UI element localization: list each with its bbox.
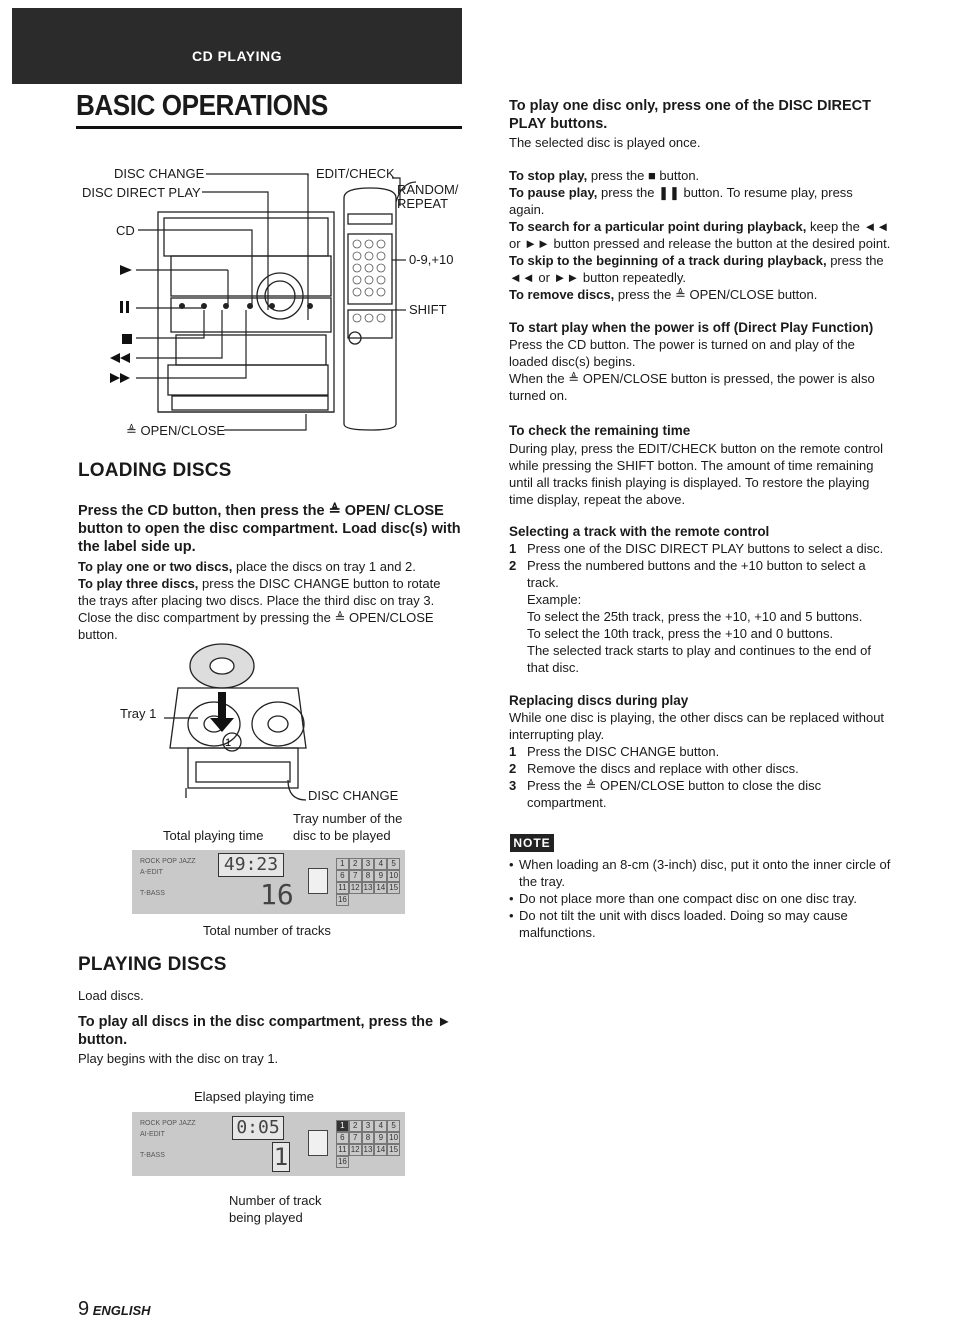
- display1-modes: ROCK POP JAZZ: [140, 858, 196, 865]
- select-step-1: 1 Press one of the DISC DIRECT PLAY buttons to select a disc.: [509, 541, 884, 556]
- grid-cell: 12: [350, 883, 360, 892]
- grid-cell: 4: [374, 858, 387, 870]
- grid-cell: 6: [336, 870, 349, 882]
- display1-time: 49:23: [218, 853, 284, 877]
- label-number-keys: 0-9,+10: [409, 252, 454, 267]
- grid-cell: 9: [374, 870, 387, 882]
- loading-p2-text: press the DISC CHANGE button to rotate the trays after placing two discs. Place the third disc on tray 3. Close the disc compartment by pressing the ≜ OPEN/CLOSE button.: [78, 576, 441, 642]
- grid-cell: 10: [389, 871, 399, 880]
- stop-bold: To stop play,: [509, 168, 588, 183]
- select-track-heading: Selecting a track with the remote control: [509, 524, 770, 539]
- display2-t-bass: T-BASS: [140, 1152, 165, 1159]
- replace-discs-text: [509, 709, 891, 811]
- direct-play-text: [509, 336, 891, 404]
- label-disc-change-2: DISC CHANGE: [308, 788, 399, 803]
- grid-cell: 6: [336, 1132, 349, 1144]
- title-rule: [76, 126, 462, 129]
- grid-cell: 5: [387, 858, 400, 870]
- display2-modes: ROCK POP JAZZ: [140, 1120, 196, 1127]
- label-track-being-played-1: Number of track: [229, 1193, 322, 1208]
- label-disc-change: DISC CHANGE: [114, 166, 205, 181]
- replace-step-1: 1 Press the DISC CHANGE button.: [509, 744, 720, 759]
- playing-discs-heading: PLAYING DISCS: [78, 954, 227, 975]
- loading-p1-bold: To play one or two discs,: [78, 559, 233, 574]
- section-header-bar: [12, 8, 462, 84]
- one-disc-heading: To play one disc only, press one of the DISC DIRECT PLAY buttons.: [509, 98, 872, 132]
- note-item-1: • When loading an 8-cm (3-inch) disc, put it onto the inner circle of the tray.: [509, 856, 891, 890]
- select-step-1-text: Press one of the DISC DIRECT PLAY buttons to select a disc.: [527, 541, 884, 556]
- replace-step-3-text: Press the ≜ OPEN/CLOSE button to close the disc compartment.: [527, 778, 822, 810]
- search-text: keep the ◄◄ or ►► button pressed and release the button at the desired point.: [509, 219, 891, 251]
- grid-cell: 16: [337, 895, 347, 904]
- label-cd: CD: [116, 223, 135, 238]
- label-edit-check: EDIT/CHECK: [316, 166, 395, 181]
- loading-p1-text: place the discs on tray 1 and 2.: [232, 559, 416, 574]
- display2-a-edit: AI-EDIT: [140, 1131, 165, 1138]
- grid-cell: 7: [349, 1132, 362, 1144]
- grid-cell: 11: [336, 882, 349, 894]
- select-track-steps: [509, 540, 891, 676]
- label-total-playing-time: Total playing time: [163, 828, 264, 843]
- remove-bold: To remove discs,: [509, 287, 615, 302]
- loading-instruction: Press the CD button, then press the ≜ OPEN/ CLOSE button to open the disc compartment. Load disc(s) with the label side up.: [78, 503, 461, 555]
- display2-track-grid: [336, 1120, 400, 1168]
- label-tray-number-1: Tray number of the: [293, 811, 403, 826]
- replace-step-3: 3 Press the ≜ OPEN/CLOSE button to close the disc compartment.: [509, 778, 822, 810]
- replace-intro: While one disc is playing, the other discs can be replaced without interrupting play.: [509, 710, 885, 742]
- grid-cell: 1: [336, 1120, 349, 1132]
- direct-play-heading: To start play when the power is off (Direct Play Function): [509, 320, 874, 335]
- grid-cell: 12: [350, 1145, 360, 1154]
- example-label: Example:: [527, 592, 582, 607]
- select-step-2: 2 Press the numbered buttons and the +10 button to select a track.: [509, 558, 866, 590]
- note-badge: NOTE: [510, 834, 554, 852]
- stop-text: press the ■ button.: [587, 168, 700, 183]
- replace-step-1-text: Press the DISC CHANGE button.: [527, 744, 720, 759]
- grid-cell: 13: [363, 1145, 373, 1154]
- search-bold: To search for a particular point during playback,: [509, 219, 807, 234]
- display2-disc-icon: [308, 1130, 328, 1156]
- pause-bold: To pause play,: [509, 185, 598, 200]
- grid-cell: 14: [376, 1145, 386, 1154]
- label-elapsed-playing-time: Elapsed playing time: [194, 1089, 314, 1104]
- label-repeat: REPEAT: [397, 196, 449, 211]
- label-tray-1: Tray 1: [120, 706, 157, 721]
- loading-discs-heading: LOADING DISCS: [78, 460, 232, 481]
- remaining-time-text: During play, press the EDIT/CHECK button on the remote control while pressing the SHIFT botton. The amount of time remaining until all tracks finish playing is displayed. To restore the playing time display, repeat the above.: [509, 441, 884, 507]
- play-all-text: Play begins with the disc on tray 1.: [78, 1051, 279, 1066]
- grid-cell: 13: [363, 883, 373, 892]
- note-item-3: • Do not tilt the unit with discs loaded. Doing so may cause malfunctions.: [509, 907, 891, 941]
- playing-intro: Load discs.: [78, 988, 144, 1003]
- loading-p2-bold: To play three discs,: [78, 576, 199, 591]
- label-tray-number-2: disc to be played: [293, 828, 391, 843]
- grid-cell: 15: [389, 883, 399, 892]
- display1-tracks: 16: [260, 878, 294, 911]
- unit-remote-diagram: [76, 160, 476, 450]
- tray-diagram: [118, 640, 428, 810]
- section-header-label: CD PLAYING: [191, 48, 283, 64]
- footer-language: ENGLISH: [92, 1303, 151, 1318]
- example-2: To select the 10th track, press the +10 and 0 buttons.: [527, 626, 834, 641]
- label-track-being-played-2: being played: [229, 1210, 303, 1225]
- grid-cell: 10: [389, 1133, 399, 1142]
- pause-text: press the ❚❚ button. To resume play, press again.: [509, 185, 853, 217]
- display2-time: 0:05: [232, 1116, 284, 1140]
- page-title: BASIC OPERATIONS: [76, 90, 328, 122]
- label-open-close: ≜ OPEN/CLOSE: [126, 423, 226, 438]
- grid-cell: 8: [362, 1132, 375, 1144]
- display2-track: 1: [273, 1143, 289, 1171]
- grid-cell: 5: [387, 1120, 400, 1132]
- replace-step-2-text: Remove the discs and replace with other discs.: [527, 761, 799, 776]
- label-disc-direct-play: DISC DIRECT PLAY: [82, 185, 201, 200]
- example-1: To select the 25th track, press the +10, +10 and 5 buttons.: [527, 609, 863, 624]
- loading-text: [78, 558, 462, 643]
- example-3: The selected track starts to play and continues to the end of that disc.: [527, 643, 871, 675]
- page-footer: [78, 1298, 151, 1321]
- display1-t-bass: T-BASS: [140, 890, 165, 897]
- grid-cell: 14: [376, 883, 386, 892]
- grid-cell: 9: [374, 1132, 387, 1144]
- grid-cell: 7: [349, 870, 362, 882]
- grid-cell: 8: [362, 870, 375, 882]
- grid-cell: 2: [349, 858, 362, 870]
- grid-cell: 3: [362, 858, 375, 870]
- display1-track-grid: [336, 858, 400, 906]
- select-step-2-text: Press the numbered buttons and the +10 button to select a track.: [527, 558, 866, 590]
- skip-text: press the ◄◄ or ►► button repeatedly.: [509, 253, 884, 285]
- tray-illustration: [118, 640, 428, 810]
- notes-list: [509, 856, 891, 941]
- tray-number-marker: 1: [224, 737, 232, 749]
- grid-cell: 4: [374, 1120, 387, 1132]
- operations-list: [509, 167, 891, 303]
- replace-discs-heading: Replacing discs during play: [509, 693, 689, 708]
- one-disc-text: The selected disc is played once.: [509, 135, 701, 150]
- page-number: 9: [78, 1298, 90, 1320]
- direct-play-text-2: When the ≜ OPEN/CLOSE button is pressed, the power is also turned on.: [509, 371, 875, 403]
- grid-cell: 15: [389, 1145, 399, 1154]
- replace-step-2: 2 Remove the discs and replace with other discs.: [509, 761, 799, 776]
- note-item-2: • Do not place more than one compact disc on one disc tray.: [509, 890, 891, 907]
- label-random: RANDOM/: [397, 182, 459, 197]
- display1-a-edit: A-EDIT: [140, 869, 163, 876]
- grid-cell: 3: [362, 1120, 375, 1132]
- grid-cell: 11: [336, 1144, 349, 1156]
- display1-disc-icon: [308, 868, 328, 894]
- remaining-time-heading: To check the remaining time: [509, 423, 691, 438]
- grid-cell: 16: [337, 1157, 347, 1166]
- grid-cell: 2: [349, 1120, 362, 1132]
- label-shift: SHIFT: [409, 302, 447, 317]
- display-panel-1: [132, 850, 405, 914]
- remove-text: press the ≜ OPEN/CLOSE button.: [614, 287, 818, 302]
- label-total-number-of-tracks: Total number of tracks: [203, 923, 331, 938]
- grid-cell: 1: [336, 858, 349, 870]
- skip-bold: To skip to the beginning of a track during playback,: [509, 253, 827, 268]
- play-all-heading: To play all discs in the disc compartment, press the ► button.: [78, 1014, 452, 1048]
- display-panel-2: [132, 1112, 405, 1176]
- direct-play-text-1: Press the CD button. The power is turned on and play of the loaded disc(s) begins.: [509, 337, 855, 369]
